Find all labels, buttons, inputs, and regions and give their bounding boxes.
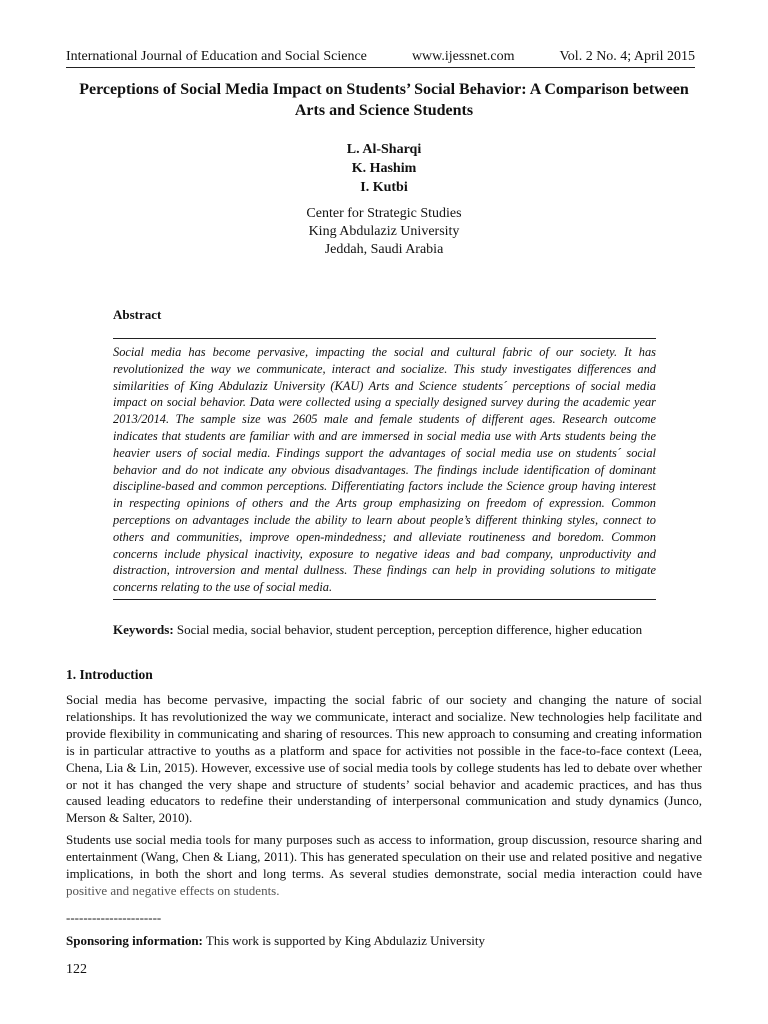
footnote-separator: ----------------------	[66, 910, 162, 925]
sponsoring-text: This work is supported by King Abdulaziz University	[202, 933, 486, 948]
author: I. Kutbi	[360, 180, 408, 195]
affiliation-line: Jeddah, Saudi Arabia	[324, 242, 444, 257]
sponsoring-footnote	[66, 933, 485, 949]
paragraph-text-faded: positive and negative effects on students.	[66, 882, 280, 898]
affiliation-line: King Abdulaziz University	[308, 224, 460, 239]
author-list	[0, 140, 768, 197]
affiliation-line: Center for Strategic Studies	[306, 206, 462, 221]
page-number: 122	[66, 962, 87, 977]
keywords-label: Keywords:	[113, 622, 174, 637]
article-title: Perceptions of Social Media Impact on Students’ Social Behavior: A Comparison between Arts and Science Students	[79, 81, 689, 119]
sponsoring-label: Sponsoring information:	[66, 933, 203, 948]
abstract-heading: Abstract	[113, 307, 162, 322]
paragraph: Social media has become pervasive, impacting the social fabric of our society and changing the nature of social relationships. It has revolutionized the way we communicate, interact and socialize. New technologies help facilitate and provide flexibility in communicating and sharing of resources. This new approach to consuming and creating information is in particular attractive to youths as a platform and space for activities not possible in the face-to-face context (Leea, Chena, Lia & Lin, 2015). However, excessive use of social media tools by college students has led to debate over whether or not it has changed the very shape and structure of students’ social behavior and academic practices, and has thus caused leading educators to redefine their understanding of interpersonal communication and study dynamics (Junco, Merson & Salter, 2010).	[66, 692, 702, 826]
paragraph-text: Students use social media tools for many purposes such as access to information, group discussion, resource sharing and entertainment (Wang, Chen & Liang, 2011). This has generated speculation on their use and related positive and negative implications, in both the short and long terms. As several studies demonstrate, social media interaction could have	[66, 832, 702, 881]
affiliation	[0, 205, 768, 259]
journal-volume: Vol. 2 No. 4; April 2015	[559, 49, 695, 64]
running-header	[66, 45, 695, 68]
author: K. Hashim	[351, 161, 417, 176]
section-heading-introduction: 1. Introduction	[66, 667, 153, 682]
author: L. Al-Sharqi	[346, 142, 422, 157]
journal-name: International Journal of Education and Social Science	[66, 49, 367, 64]
journal-website: www.ijessnet.com	[411, 49, 515, 64]
paragraph	[66, 832, 702, 900]
keywords	[113, 621, 656, 638]
abstract-text: Social media has become pervasive, impacting the social and cultural fabric of our society. It has revolutionized the way we communicate, interact and socialize. This study investigates differences and similarities of King Abdulaziz University (KAU) Arts and Science students´ perceptions of social media impact on social behavior. Data were collected using a specially designed survey during the academic year 2013/2014. The sample size was 2605 male and female students of different ages. Research outcome indicates that students are familiar with and are immersed in social media use with Arts students being the heavier users of social media. Findings support the advantages of social media use on students´ social behavior and do not indicate any obvious disadvantages. The findings include identification of dominant discipline-based and common perceptions. Differentiating factors include the Science group having interest in respecting opinions of others and the Arts group emphasizing on freedom of expression. Common perceptions on advantages include the ability to learn about people’s different thinking styles, connect to others and communities, improve open-mindedness; and alleviate routineness and boredom. Common concerns include physical inactivity, exposure to negative ideas and bad company, unproductivity and distraction, introversion and mental dullness. These findings can help in providing solutions to mitigate concerns relating to the use of social media.	[113, 338, 656, 600]
keywords-text: Social media, social behavior, student perception, perception difference, higher education	[173, 622, 643, 637]
